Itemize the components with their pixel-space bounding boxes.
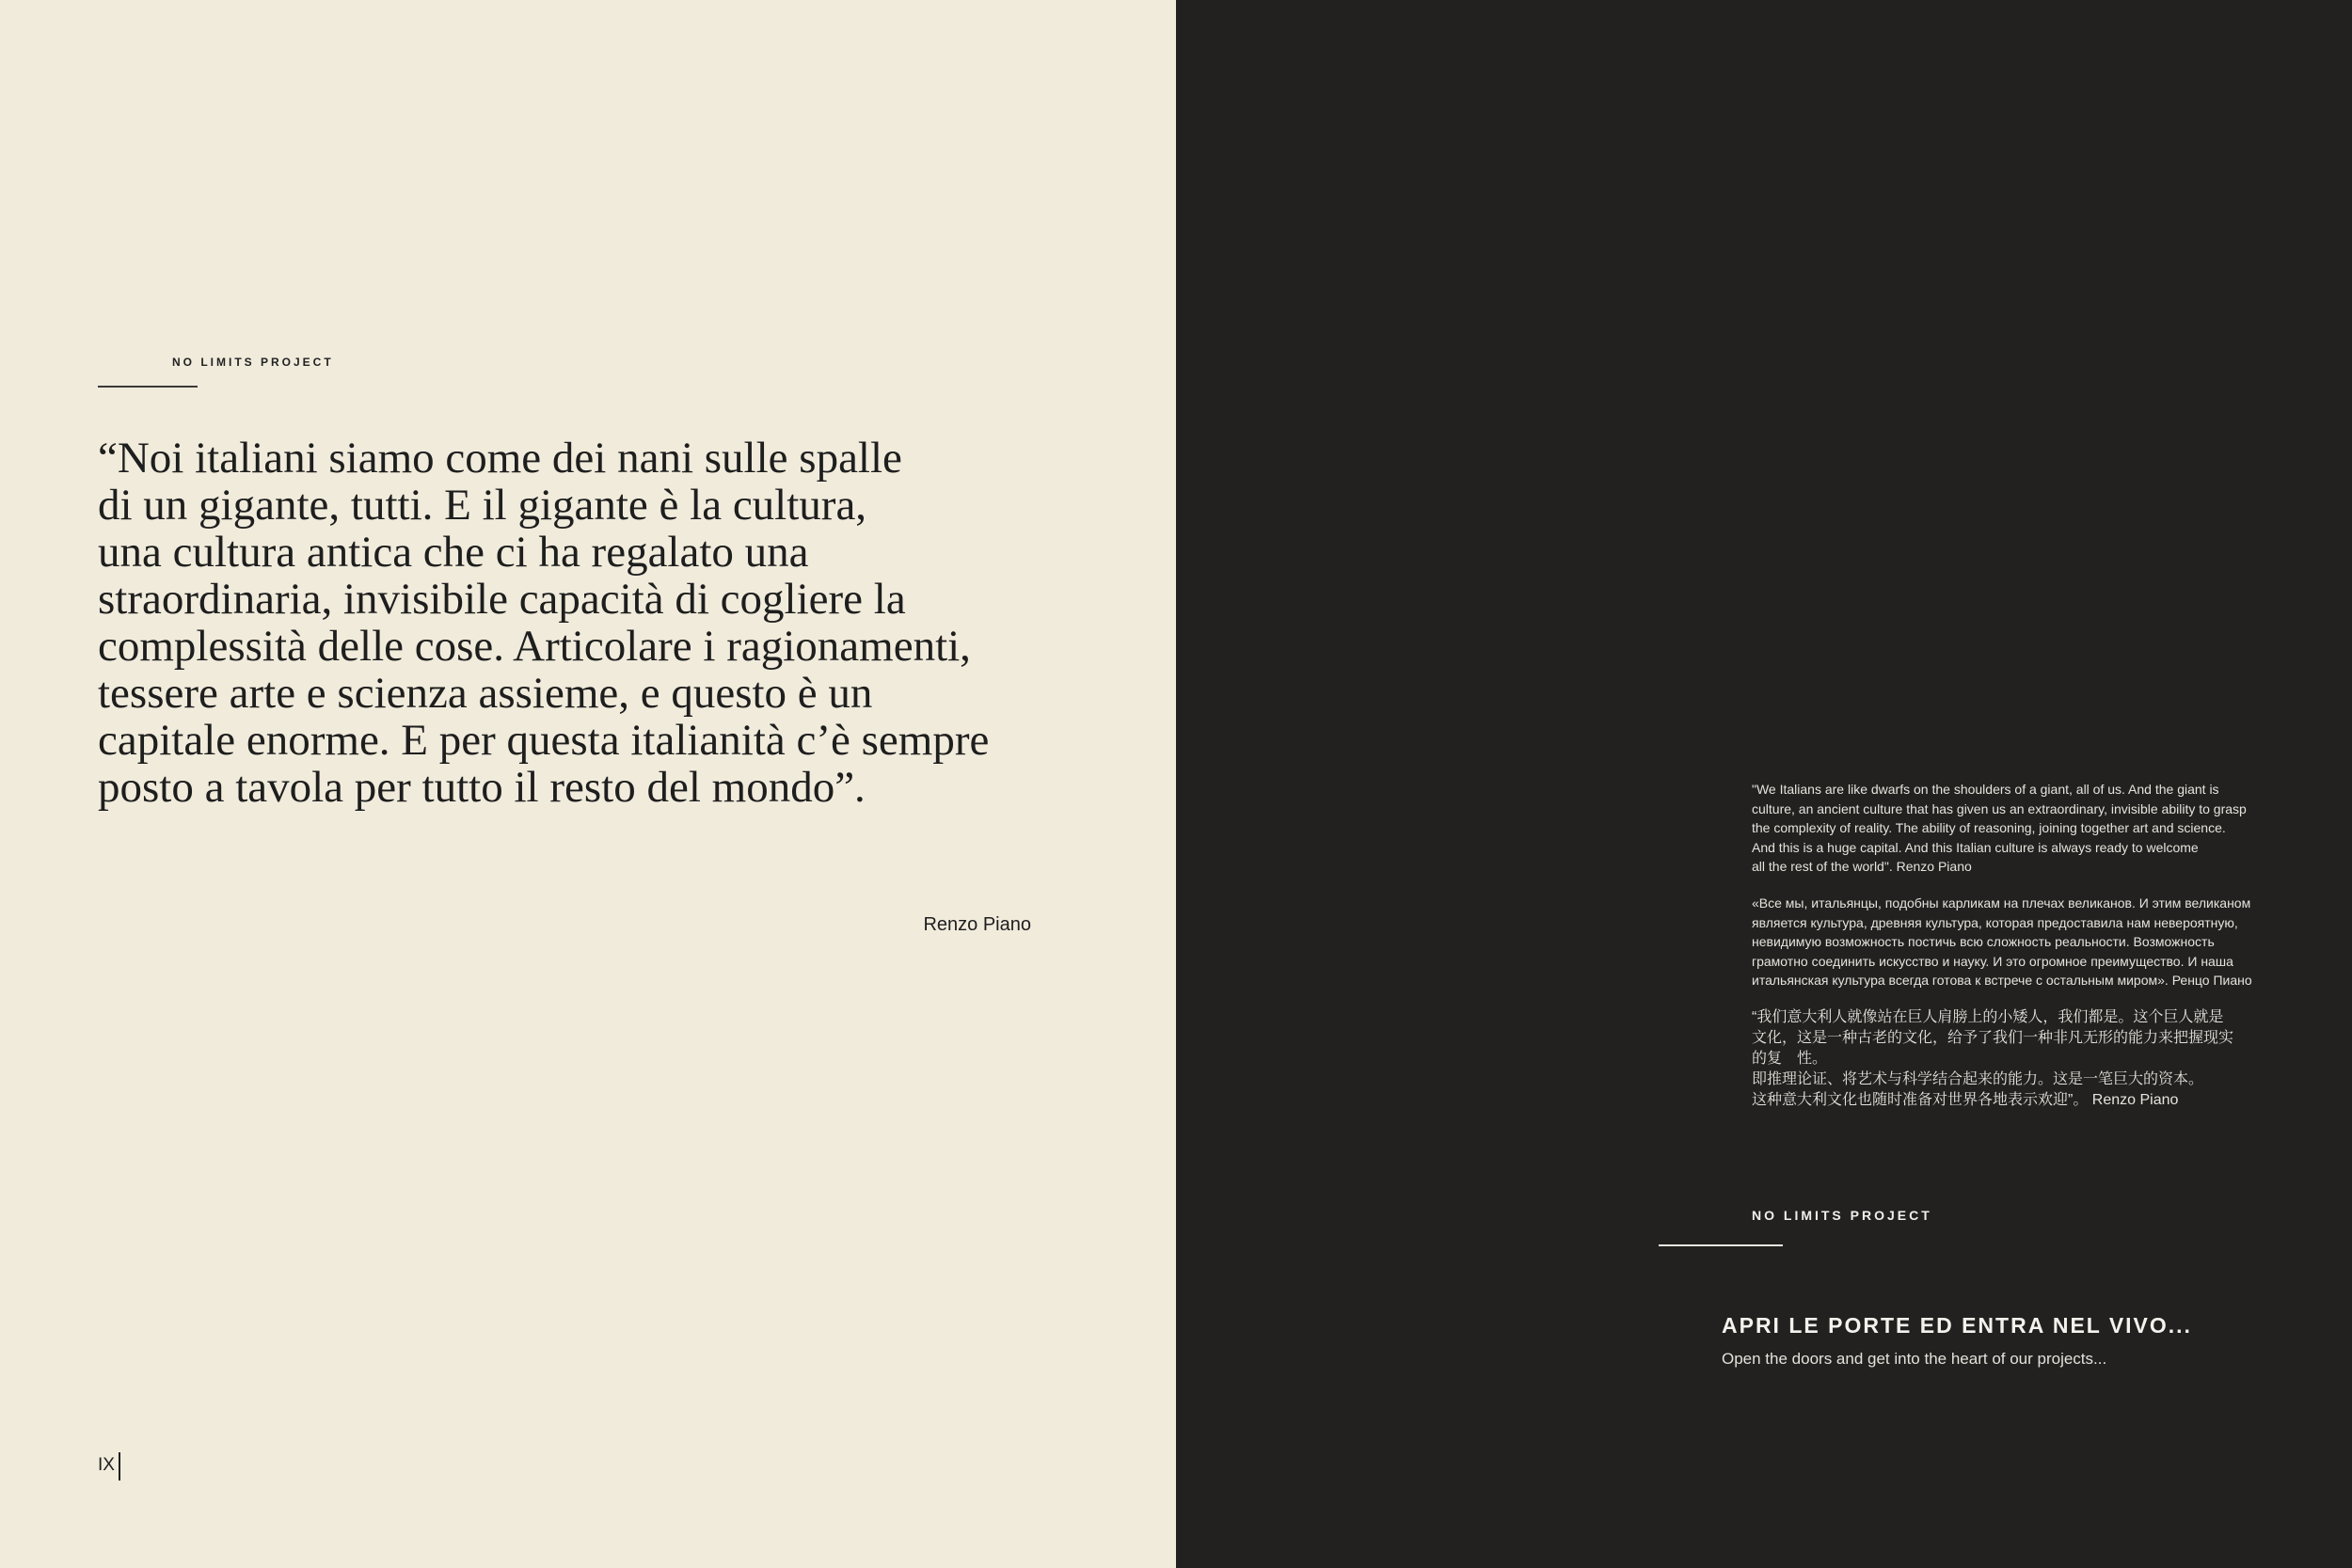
section-kicker: NO LIMITS PROJECT <box>172 356 334 369</box>
cta-subtitle: Open the doors and get into the heart of our projects... <box>1722 1350 2107 1368</box>
cta-title: APRI LE PORTE ED ENTRA NEL VIVO... <box>1722 1313 2192 1338</box>
main-quote: “Noi italiani siamo come dei nani sulle spalle di un gigante, tutti. E il gigante è la cultura, una cultura antica che ci ha regalato una straordinaria, invisibile capacità di cogliere la complessità delle cose. Articolare i ragionamenti, tessere arte e scienza assieme, e questo è un capitale enorme. E per questa italianità c’è sempre posto a tavola per tutto il resto del mondo”. <box>98 434 990 812</box>
kicker-divider-right <box>1659 1244 1783 1246</box>
page-number-divider <box>119 1452 120 1481</box>
section-kicker-right: NO LIMITS PROJECT <box>1752 1208 1932 1223</box>
kicker-divider <box>98 386 198 388</box>
quote-author: Renzo Piano <box>923 914 1031 935</box>
page-number: IX <box>98 1455 115 1475</box>
translation-chinese: “我们意大利人就像站在巨人肩膀上的小矮人，我们都是。这个巨人就是 文化，这是一种古老的文化，给予了我们一种非凡无形的能力来把握现实 的复 性。 即推理论证、将艺术与科学结合起来的能力。这是一笔巨大的资本。 这种意大利文化也随时准备对世界各地表示欢迎”。 Renzo Piano <box>1752 1009 2234 1108</box>
translation-english: "We Italians are like dwarfs on the shoulders of a giant, all of us. And the giant is culture, an ancient culture that has given us an extraordinary, invisible ability to grasp the complexity of reality. The ability of reasoning, joining together art and science. And this is a huge capital. And this Italian culture is always ready to welcome all the rest of the world". Renzo Piano <box>1752 782 2247 874</box>
translation-russian: «Все мы, итальянцы, подобны карликам на плечах великанов. И этим великаном является культура, древняя культура, которая предоставила нам невероятную, невидимую возможность постичь всю сложность реальности. Возможность грамотно соединить искусство и науку. И это огромное преимущество. И наша итальянская культура всегда готова к встрече с остальным миром». Ренцо Пиано <box>1752 895 2252 988</box>
